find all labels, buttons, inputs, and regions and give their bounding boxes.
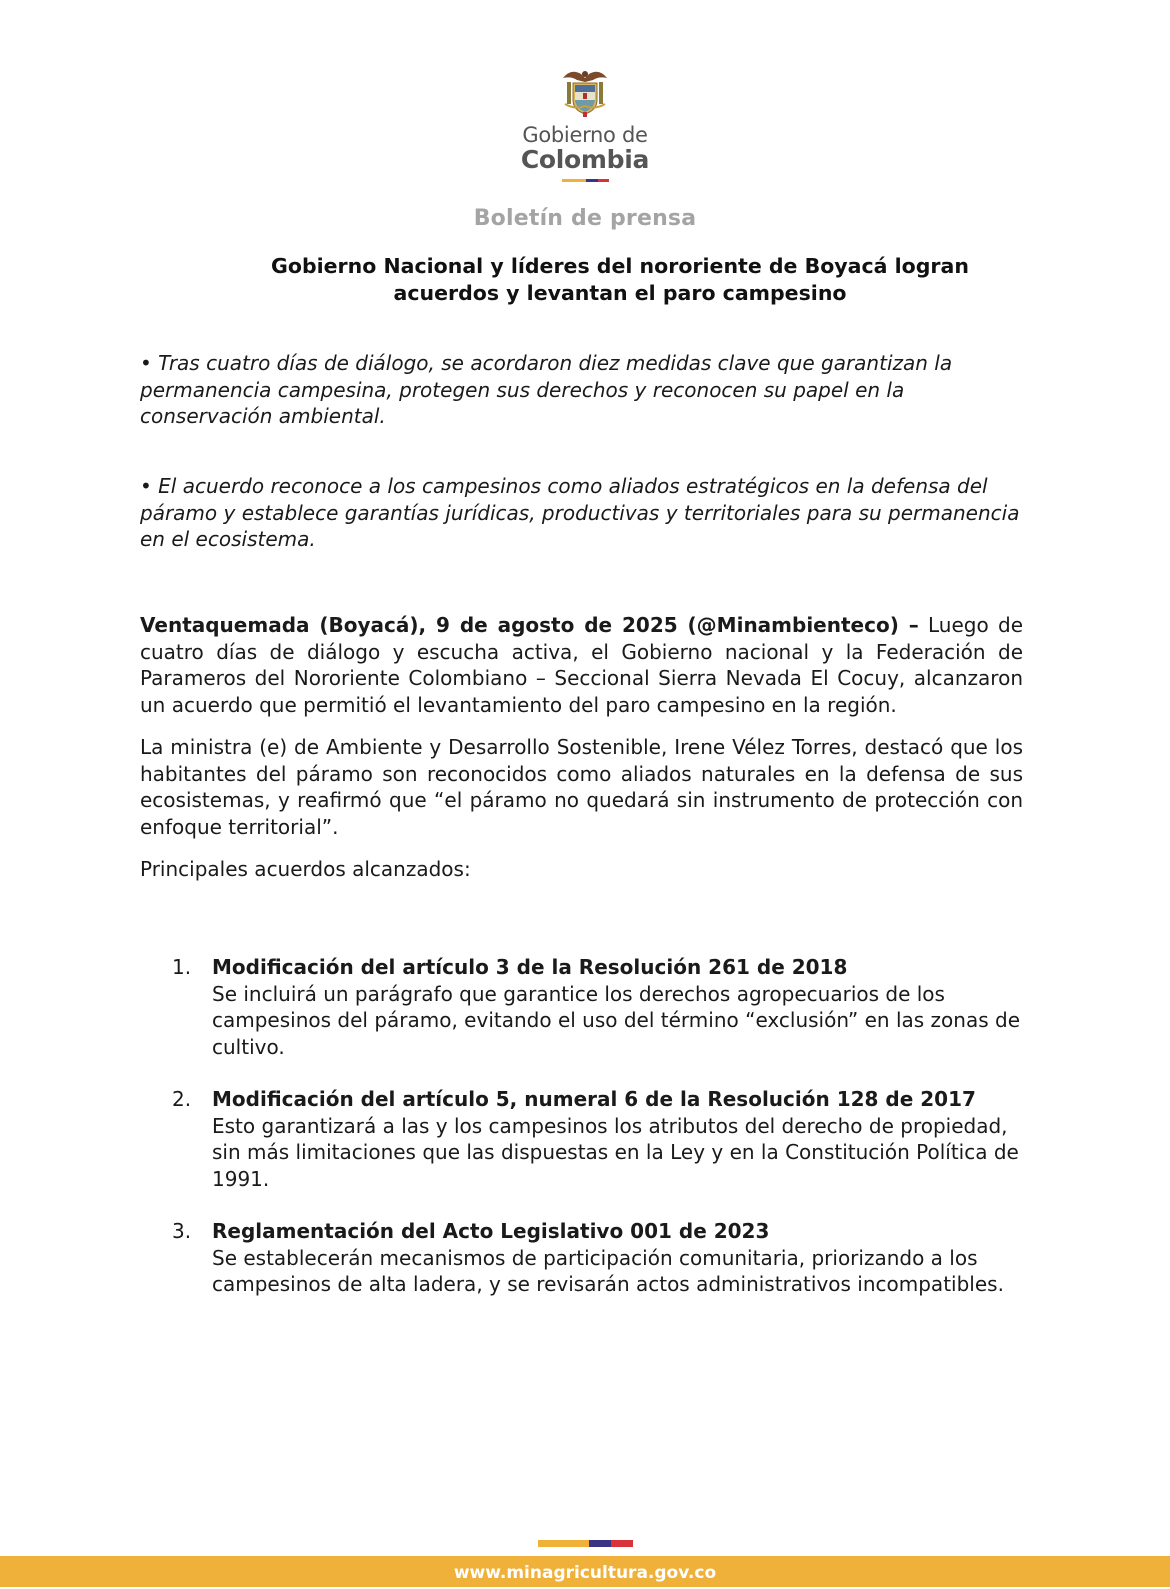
footer-website-link[interactable]: www.minagricultura.gov.co xyxy=(453,1563,717,1583)
headline xyxy=(230,253,1010,307)
flag-red-segment xyxy=(611,1540,633,1547)
colombia-coat-of-arms-icon xyxy=(561,66,609,118)
highlight-text: • El acuerdo reconoce a los campesinos como aliados estratégicos en la defensa del páramo y establece garantías jurídicas, productivas y territoriales para su permanencia en el ecosistema. xyxy=(140,474,1020,551)
agreement-item xyxy=(172,1086,1032,1192)
agreement-item xyxy=(172,1218,1032,1298)
flag-yellow-segment xyxy=(562,179,586,182)
agreement-text: Se establecerán mecanismos de participación comunitaria, priorizando a los campesinos de alta ladera, y se revisarán actos administrativos incompatibles. xyxy=(212,1245,1004,1296)
agreement-number: 3. xyxy=(172,1219,192,1243)
flag-yellow-segment xyxy=(538,1540,589,1547)
flag-stripe xyxy=(0,179,1170,182)
agreements-intro: Principales acuerdos alcanzados: xyxy=(140,857,471,881)
logo-text-gobierno: Gobierno de xyxy=(522,123,648,147)
flag-blue-segment xyxy=(589,1540,611,1547)
agreement-number: 1. xyxy=(172,955,192,979)
bulletin-label: Boletín de prensa xyxy=(473,206,697,231)
agreement-title: Modificación del artículo 3 de la Resolución 261 de 2018 xyxy=(212,955,848,979)
agreement-item xyxy=(172,954,1032,1060)
highlight-2 xyxy=(140,473,1020,553)
footer-band xyxy=(0,1556,1170,1587)
flag-blue-segment xyxy=(586,179,598,182)
flag-red-segment xyxy=(598,179,609,182)
minister-paragraph: La ministra (e) de Ambiente y Desarrollo Sostenible, Irene Vélez Torres, destacó que los habitantes del páramo son reconocidos como aliados naturales en la defensa de sus ecosistemas, y reafirmó que “el páramo no quedará sin instrumento de protección con enfoque territorial”. xyxy=(140,735,1023,839)
lead-text: Luego de cuatro días de diálogo y escucha activa, el Gobierno nacional y la Federación de Parameros del Nororiente Colombiano – Seccional Sierra Nevada El Cocuy, alcanzaron un acuerdo que permitió el levantamiento del paro campesino en la región. xyxy=(140,613,1023,717)
agreement-title: Reglamentación del Acto Legislativo 001 de 2023 xyxy=(212,1219,770,1243)
highlight-text: • Tras cuatro días de diálogo, se acordaron diez medidas clave que garantizan la permanencia campesina, protegen sus derechos y reconocen su papel en la conservación ambiental. xyxy=(140,351,953,428)
headline-line-1: Gobierno Nacional y líderes del nororiente de Boyacá logran xyxy=(271,254,969,278)
agreements-list xyxy=(172,954,1032,1324)
government-logo xyxy=(0,66,1170,182)
headline-line-2: acuerdos y levantan el paro campesino xyxy=(393,281,847,305)
agreement-number: 2. xyxy=(172,1087,192,1111)
footer-flag-stripe xyxy=(0,1540,1170,1547)
article-body xyxy=(140,612,1023,883)
agreement-title: Modificación del artículo 5, numeral 6 de la Resolución 128 de 2017 xyxy=(212,1087,976,1111)
highlight-1 xyxy=(140,350,1035,430)
agreement-text: Esto garantizará a las y los campesinos los atributos del derecho de propiedad, sin más limitaciones que las dispuestas en la Ley y en la Constitución Política de 1991. xyxy=(212,1113,1019,1191)
lead-paragraph xyxy=(140,612,1023,718)
dateline: Ventaquemada (Boyacá), 9 de agosto de 2025 (@Minambienteco) – xyxy=(140,613,919,637)
logo-text-colombia: Colombia xyxy=(520,145,650,174)
agreement-text: Se incluirá un parágrafo que garantice los derechos agropecuarios de los campesinos del páramo, evitando el uso del término “exclusión” en las zonas de cultivo. xyxy=(212,981,1020,1059)
